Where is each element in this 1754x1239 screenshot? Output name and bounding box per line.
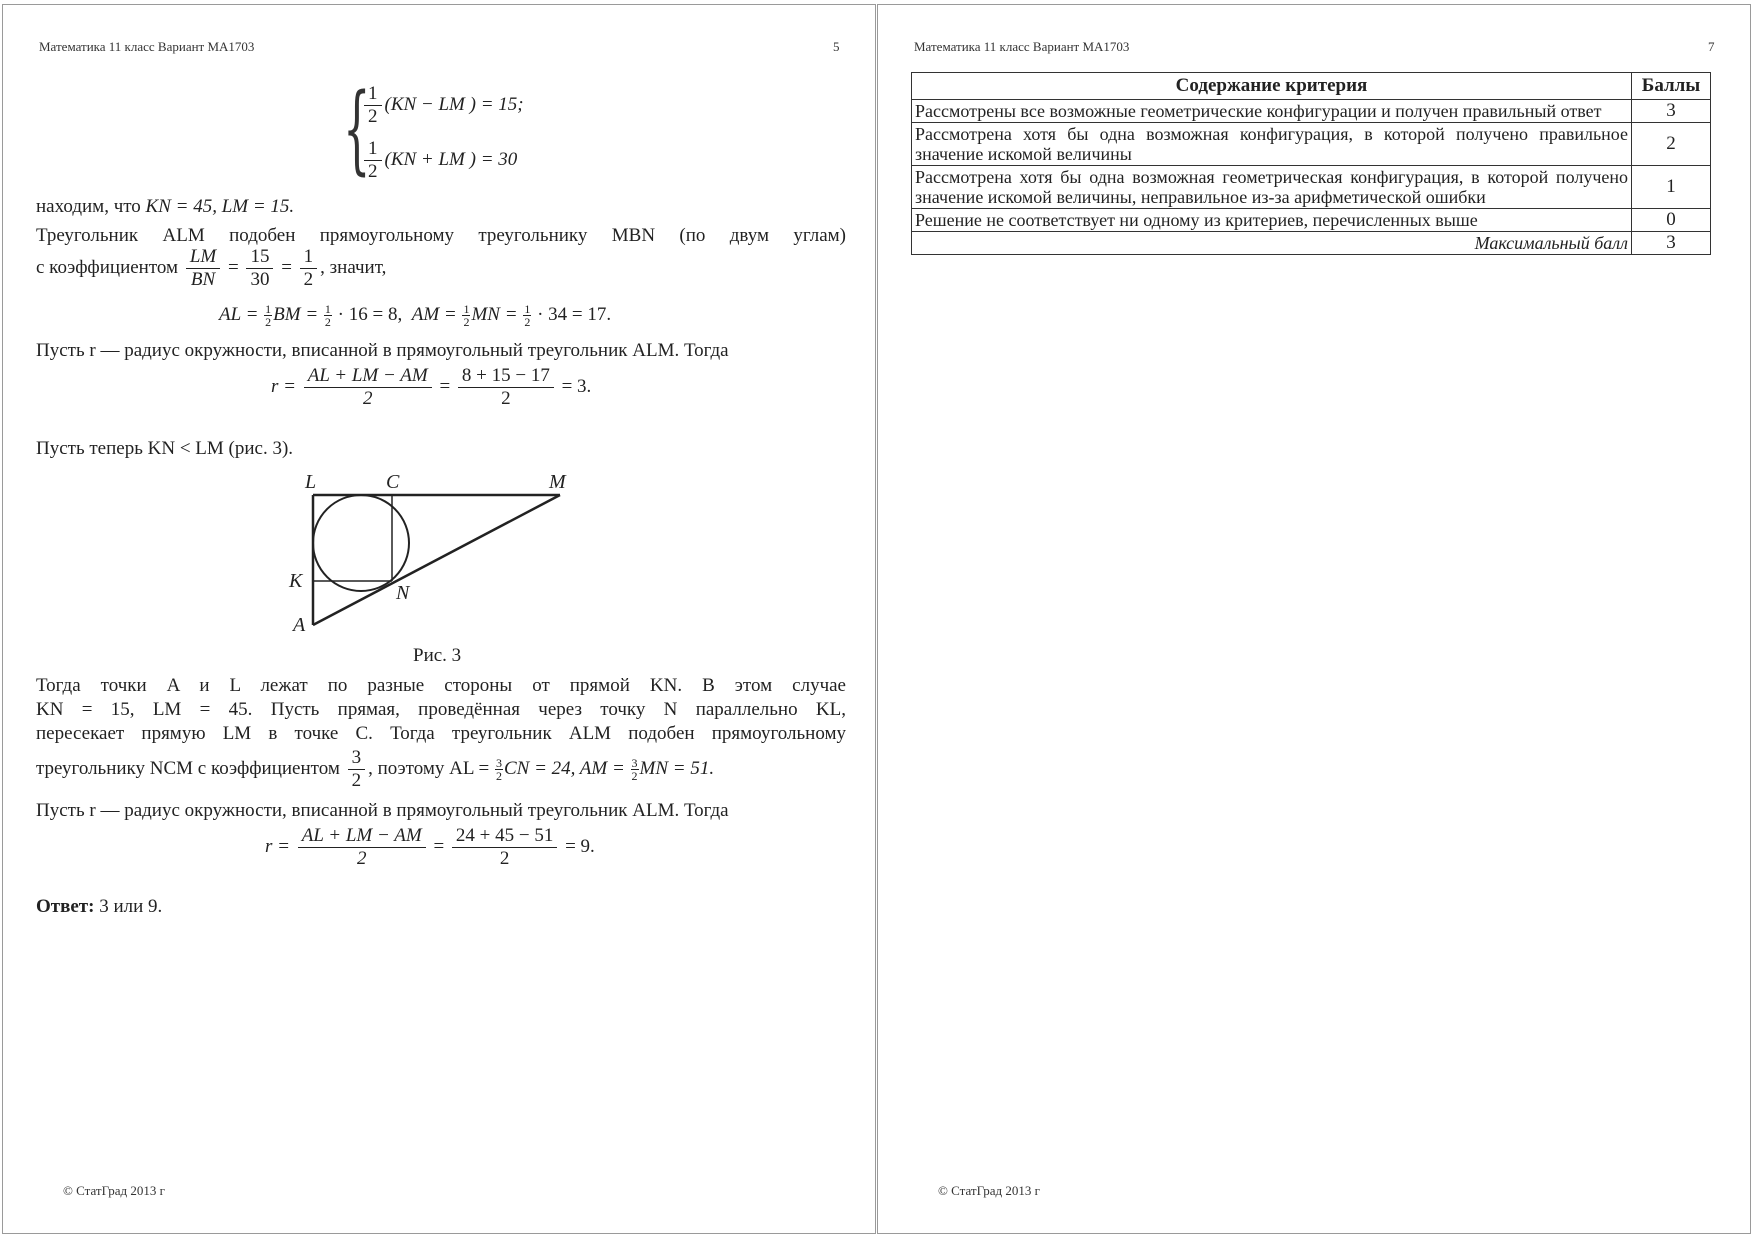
similarity-paragraph: Треугольник ALM подобен прямоугольному треугольнику MBN (по двум углам): [36, 225, 846, 246]
right-page: [877, 4, 1751, 1234]
table-row: [912, 100, 1711, 123]
right-footer: © СтатГрад 2013 г: [938, 1183, 1040, 1198]
point-a-label: A: [293, 614, 306, 636]
al-am-formula: AL = $\frac{1}{2}$ BM = $\frac{1}{2}$ · 16 = 8, AM = $\frac{1}{2}$ MN = $\frac{1}{2}$ · 34 = 17.: [219, 302, 612, 330]
para3-line4: треугольнику NCM с коэффициентом $\frac{3}{2}$ , поэтому AL = $\frac{3}{2}$ CN = 24, AM = $\frac{3}{2}$ MN = 51.: [36, 747, 715, 791]
max-score-row: [912, 232, 1711, 255]
criterion-desc: Решение не соответствует ни одному из критериев, перечисленных выше: [912, 209, 1632, 232]
system-brace: {: [343, 73, 371, 185]
system-eq-1: $\frac{1}{2}$ (KN − LM ) = 15;: [361, 83, 524, 128]
criteria-header-points: Баллы: [1632, 73, 1711, 100]
point-c-label: C: [386, 471, 400, 493]
figure-caption: Рис. 3: [413, 645, 462, 666]
left-footer: © СтатГрад 2013 г: [63, 1183, 165, 1198]
left-page-number: 5: [833, 39, 840, 54]
para3-line2: KN = 15, LM = 45. Пусть прямая, проведённая через точку N параллельно KL,: [36, 699, 846, 720]
right-header-title: Математика 11 класс Вариант МА1703: [914, 39, 1130, 54]
max-score-label: Максимальный балл: [912, 232, 1632, 255]
found-values-line: находим, что KN = 45, LM = 15.: [36, 196, 295, 217]
case2-sentence: Пусть теперь KN < LM (рис. 3).: [36, 438, 294, 459]
criterion-desc: Рассмотрена хотя бы одна возможная геометрическая конфигурация, в которой получено значение искомой величины, неправильное из-за арифметической ошибки: [912, 166, 1632, 209]
system-eq-2: $\frac{1}{2}$ (KN + LM ) = 30: [361, 138, 517, 183]
radius-sentence-1: Пусть r — радиус окружности, вписанной в прямоугольный треугольник ALM. Тогда: [36, 340, 729, 361]
r-formula-1: r = $\frac{AL + LM - AM}{2}$ = $\frac{8 + 15 - 17}{2}$ = 3.: [271, 365, 592, 409]
point-l-label: L: [305, 471, 317, 493]
point-n-label: N: [396, 582, 410, 604]
para3-line3: пересекает прямую LM в точке C. Тогда треугольник ALM подобен прямоугольному: [36, 723, 846, 744]
para3-line1: Тогда точки A и L лежат по разные стороны от прямой KN. В этом случае: [36, 675, 846, 696]
inscribed-circle: [313, 495, 409, 591]
figure-3: [273, 467, 593, 637]
left-header-title: Математика 11 класс Вариант МА1703: [39, 39, 255, 54]
criterion-points: 3: [1632, 100, 1711, 123]
side-am: [313, 495, 560, 625]
criteria-header-content: Содержание критерия: [912, 73, 1632, 100]
criteria-table: [911, 72, 1711, 255]
r-formula-2: r = $\frac{AL + LM - AM}{2}$ = $\frac{24 + 45 - 51}{2}$ = 9.: [265, 825, 595, 869]
table-row: [912, 123, 1711, 166]
table-row: [912, 166, 1711, 209]
criterion-desc: Рассмотрена хотя бы одна возможная конфигурация, в которой получено правильное значение искомой величины: [912, 123, 1632, 166]
point-m-label: M: [549, 471, 566, 493]
coefficient-line: с коэффициентом $\frac{LM}{BN}$ = $\frac{15}{30}$ = $\frac{1}{2}$ , значит,: [36, 246, 387, 290]
left-page: [2, 4, 876, 1234]
criterion-points: 0: [1632, 209, 1711, 232]
criterion-points: 1: [1632, 166, 1711, 209]
radius-sentence-2: Пусть r — радиус окружности, вписанной в прямоугольный треугольник ALM. Тогда: [36, 800, 729, 821]
point-k-label: K: [289, 570, 303, 592]
right-page-number: 7: [1708, 39, 1715, 54]
criterion-points: 2: [1632, 123, 1711, 166]
criteria-header-row: [912, 73, 1711, 100]
answer-line: Ответ: 3 или 9.: [36, 896, 163, 917]
criterion-desc: Рассмотрены все возможные геометрические конфигурации и получен правильный ответ: [912, 100, 1632, 123]
max-score-value: 3: [1632, 232, 1711, 255]
table-row: [912, 209, 1711, 232]
